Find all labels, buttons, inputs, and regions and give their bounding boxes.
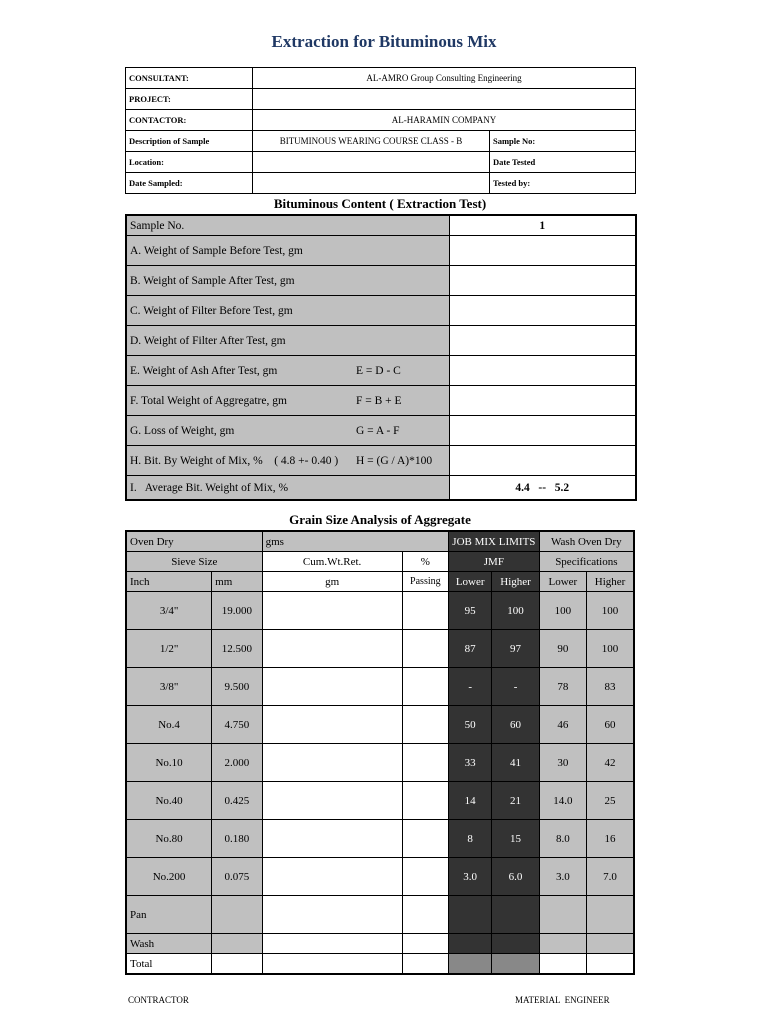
table-row [126, 630, 634, 668]
passing-cell[interactable] [402, 668, 448, 706]
wash-row [126, 934, 634, 954]
pan-label: Pan [126, 896, 212, 934]
oven-dry-label: Oven Dry [126, 531, 262, 552]
spec-lower: 46 [539, 706, 586, 744]
sieve-mm: 19.000 [212, 592, 262, 630]
jmf-header: JMF [449, 552, 540, 572]
sample-no-row-label: Sample No. [126, 215, 449, 236]
pan-row [126, 896, 634, 934]
jmf-lower: 14 [449, 782, 492, 820]
table-row [126, 782, 634, 820]
spec-lower: 100 [539, 592, 586, 630]
gms-label: gms [262, 531, 448, 552]
spec-higher: 100 [587, 592, 634, 630]
passing-cell[interactable] [402, 820, 448, 858]
date-tested-label: Date Tested [490, 152, 636, 173]
sieve-mm: 2.000 [212, 744, 262, 782]
sieve-inch: 3/8" [126, 668, 212, 706]
average-value: 4.4 -- 5.2 [449, 476, 636, 501]
row-c-label: C. Weight of Filter Before Test, gm [130, 304, 293, 317]
consultant-value[interactable]: AL-AMRO Group Consulting Engineering [253, 68, 636, 89]
table-row [126, 592, 634, 630]
spec-higher: 42 [587, 744, 634, 782]
row-h-label: H. Bit. By Weight of Mix, % ( 4.8 +- 0.40 ) [130, 454, 339, 467]
spec-higher: 7.0 [587, 858, 634, 896]
spec-higher: 60 [587, 706, 634, 744]
passing-cell[interactable] [402, 858, 448, 896]
table-row [126, 668, 634, 706]
row-c-value[interactable] [449, 296, 636, 326]
sample-no-label: Sample No: [490, 131, 636, 152]
spec-lower: 90 [539, 630, 586, 668]
gm-header: gm [262, 572, 402, 592]
passing-cell[interactable] [402, 744, 448, 782]
passing-cell[interactable] [402, 934, 448, 954]
spec-lower: 30 [539, 744, 586, 782]
row-g-value[interactable] [449, 416, 636, 446]
jmf-lower: - [449, 668, 492, 706]
row-g-label: G. Loss of Weight, gm [130, 424, 235, 437]
cum-wt-ret-cell[interactable] [262, 858, 402, 896]
passing-cell[interactable] [402, 896, 448, 934]
row-b-value[interactable] [449, 266, 636, 296]
consultant-label: CONSULTANT: [126, 68, 253, 89]
jmf-lower: 33 [449, 744, 492, 782]
jmf-higher: - [492, 668, 539, 706]
contractor-value[interactable]: AL-HARAMIN COMPANY [253, 110, 636, 131]
cum-wt-ret-cell[interactable] [262, 706, 402, 744]
contractor-signature-label: CONTRACTOR [128, 995, 189, 1005]
mm-header: mm [212, 572, 262, 592]
cum-wt-ret-cell[interactable] [262, 896, 402, 934]
spec-lower: 78 [539, 668, 586, 706]
jmf-higher: 6.0 [492, 858, 539, 896]
jmf-lower: 87 [449, 630, 492, 668]
sieve-mm: 0.075 [212, 858, 262, 896]
bituminous-content-table [125, 214, 637, 501]
jmf-higher: 100 [492, 592, 539, 630]
spec-higher: 83 [587, 668, 634, 706]
jmf-lower: 50 [449, 706, 492, 744]
spec-higher: 25 [587, 782, 634, 820]
contractor-label: CONTACTOR: [126, 110, 253, 131]
jmf-higher-header: Higher [492, 572, 539, 592]
cum-wt-ret-cell[interactable] [262, 934, 402, 954]
percent-header: % [402, 552, 448, 572]
cum-wt-ret-cell[interactable] [262, 630, 402, 668]
cum-wt-ret-cell[interactable] [262, 954, 402, 975]
cum-wt-ret-header: Cum.Wt.Ret. [262, 552, 402, 572]
sieve-inch: 3/4" [126, 592, 212, 630]
passing-cell[interactable] [402, 954, 448, 975]
row-e-label: E. Weight of Ash After Test, gm [130, 364, 278, 377]
passing-cell[interactable] [402, 782, 448, 820]
jmf-higher: 41 [492, 744, 539, 782]
wash-label: Wash [126, 934, 212, 954]
spec-higher: 100 [587, 630, 634, 668]
total-row [126, 954, 634, 975]
jmf-higher: 60 [492, 706, 539, 744]
date-sampled-label: Date Sampled: [126, 173, 253, 194]
table-row [126, 744, 634, 782]
row-g-formula: G = A - F [356, 424, 400, 437]
row-a-value[interactable] [449, 236, 636, 266]
cum-wt-ret-cell[interactable] [262, 668, 402, 706]
table-row [126, 858, 634, 896]
sample-no-value[interactable]: 1 [449, 215, 636, 236]
cum-wt-ret-cell[interactable] [262, 592, 402, 630]
row-f-value[interactable] [449, 386, 636, 416]
jmf-higher: 97 [492, 630, 539, 668]
header-info-table [125, 67, 636, 194]
sieve-mm: 0.425 [212, 782, 262, 820]
bituminous-section-title: Bituminous Content ( Extraction Test) [273, 196, 487, 211]
row-a-label: A. Weight of Sample Before Test, gm [130, 244, 303, 257]
sieve-inch: No.10 [126, 744, 212, 782]
table-row [126, 820, 634, 858]
sieve-inch: No.4 [126, 706, 212, 744]
jmf-lower: 3.0 [449, 858, 492, 896]
jmf-higher: 21 [492, 782, 539, 820]
total-label: Total [126, 954, 212, 975]
sieve-mm: 9.500 [212, 668, 262, 706]
sieve-inch: No.200 [126, 858, 212, 896]
jmf-lower: 95 [449, 592, 492, 630]
spec-higher: 16 [587, 820, 634, 858]
passing-cell[interactable] [402, 706, 448, 744]
sieve-mm: 0.180 [212, 820, 262, 858]
spec-lower-header: Lower [539, 572, 586, 592]
cum-wt-ret-cell[interactable] [262, 744, 402, 782]
inch-header: Inch [126, 572, 212, 592]
job-mix-limits-header: JOB MIX LIMITS [449, 531, 540, 552]
row-d-label: D. Weight of Filter After Test, gm [130, 334, 286, 347]
row-e-formula: E = D - C [356, 364, 401, 377]
cum-wt-ret-cell[interactable] [262, 820, 402, 858]
jmf-lower: 8 [449, 820, 492, 858]
location-value[interactable] [253, 152, 490, 173]
passing-cell[interactable] [402, 630, 448, 668]
row-f-label: F. Total Weight of Aggregatre, gm [130, 394, 287, 407]
sieve-size-header: Sieve Size [126, 552, 262, 572]
jmf-lower-header: Lower [449, 572, 492, 592]
specifications-header: Specifications [539, 552, 634, 572]
engineer-signature-label: MATERIAL ENGINEER [515, 995, 610, 1005]
spec-higher-header: Higher [587, 572, 634, 592]
spec-lower: 8.0 [539, 820, 586, 858]
table-row [126, 706, 634, 744]
grain-section-title: Grain Size Analysis of Aggregate [289, 512, 471, 527]
location-label: Location: [126, 152, 253, 173]
passing-header: Passing [402, 572, 448, 592]
row-b-label: B. Weight of Sample After Test, gm [130, 274, 295, 287]
average-label: I. Average Bit. Weight of Mix, % [126, 476, 449, 501]
date-sampled-value[interactable] [253, 173, 490, 194]
sieve-inch: No.80 [126, 820, 212, 858]
sieve-mm: 12.500 [212, 630, 262, 668]
row-f-formula: F = B + E [356, 394, 402, 407]
spec-lower: 14.0 [539, 782, 586, 820]
jmf-higher: 15 [492, 820, 539, 858]
sieve-inch: No.40 [126, 782, 212, 820]
sieve-mm: 4.750 [212, 706, 262, 744]
row-e-value[interactable] [449, 356, 636, 386]
spec-lower: 3.0 [539, 858, 586, 896]
sieve-inch: 1/2" [126, 630, 212, 668]
passing-cell[interactable] [402, 592, 448, 630]
page-title: Extraction for Bituminous Mix [271, 32, 497, 51]
row-h-formula: H = (G / A)*100 [356, 454, 433, 467]
project-label: PROJECT: [126, 89, 253, 110]
description-label: Description of Sample [126, 131, 253, 152]
description-value[interactable]: BITUMINOUS WEARING COURSE CLASS - B [253, 131, 490, 152]
row-h-value[interactable] [449, 446, 636, 476]
grain-size-table [125, 530, 635, 975]
cum-wt-ret-cell[interactable] [262, 782, 402, 820]
project-value[interactable] [253, 89, 636, 110]
row-d-value[interactable] [449, 326, 636, 356]
wash-oven-dry-header: Wash Oven Dry [539, 531, 634, 552]
tested-by-label: Tested by: [490, 173, 636, 194]
